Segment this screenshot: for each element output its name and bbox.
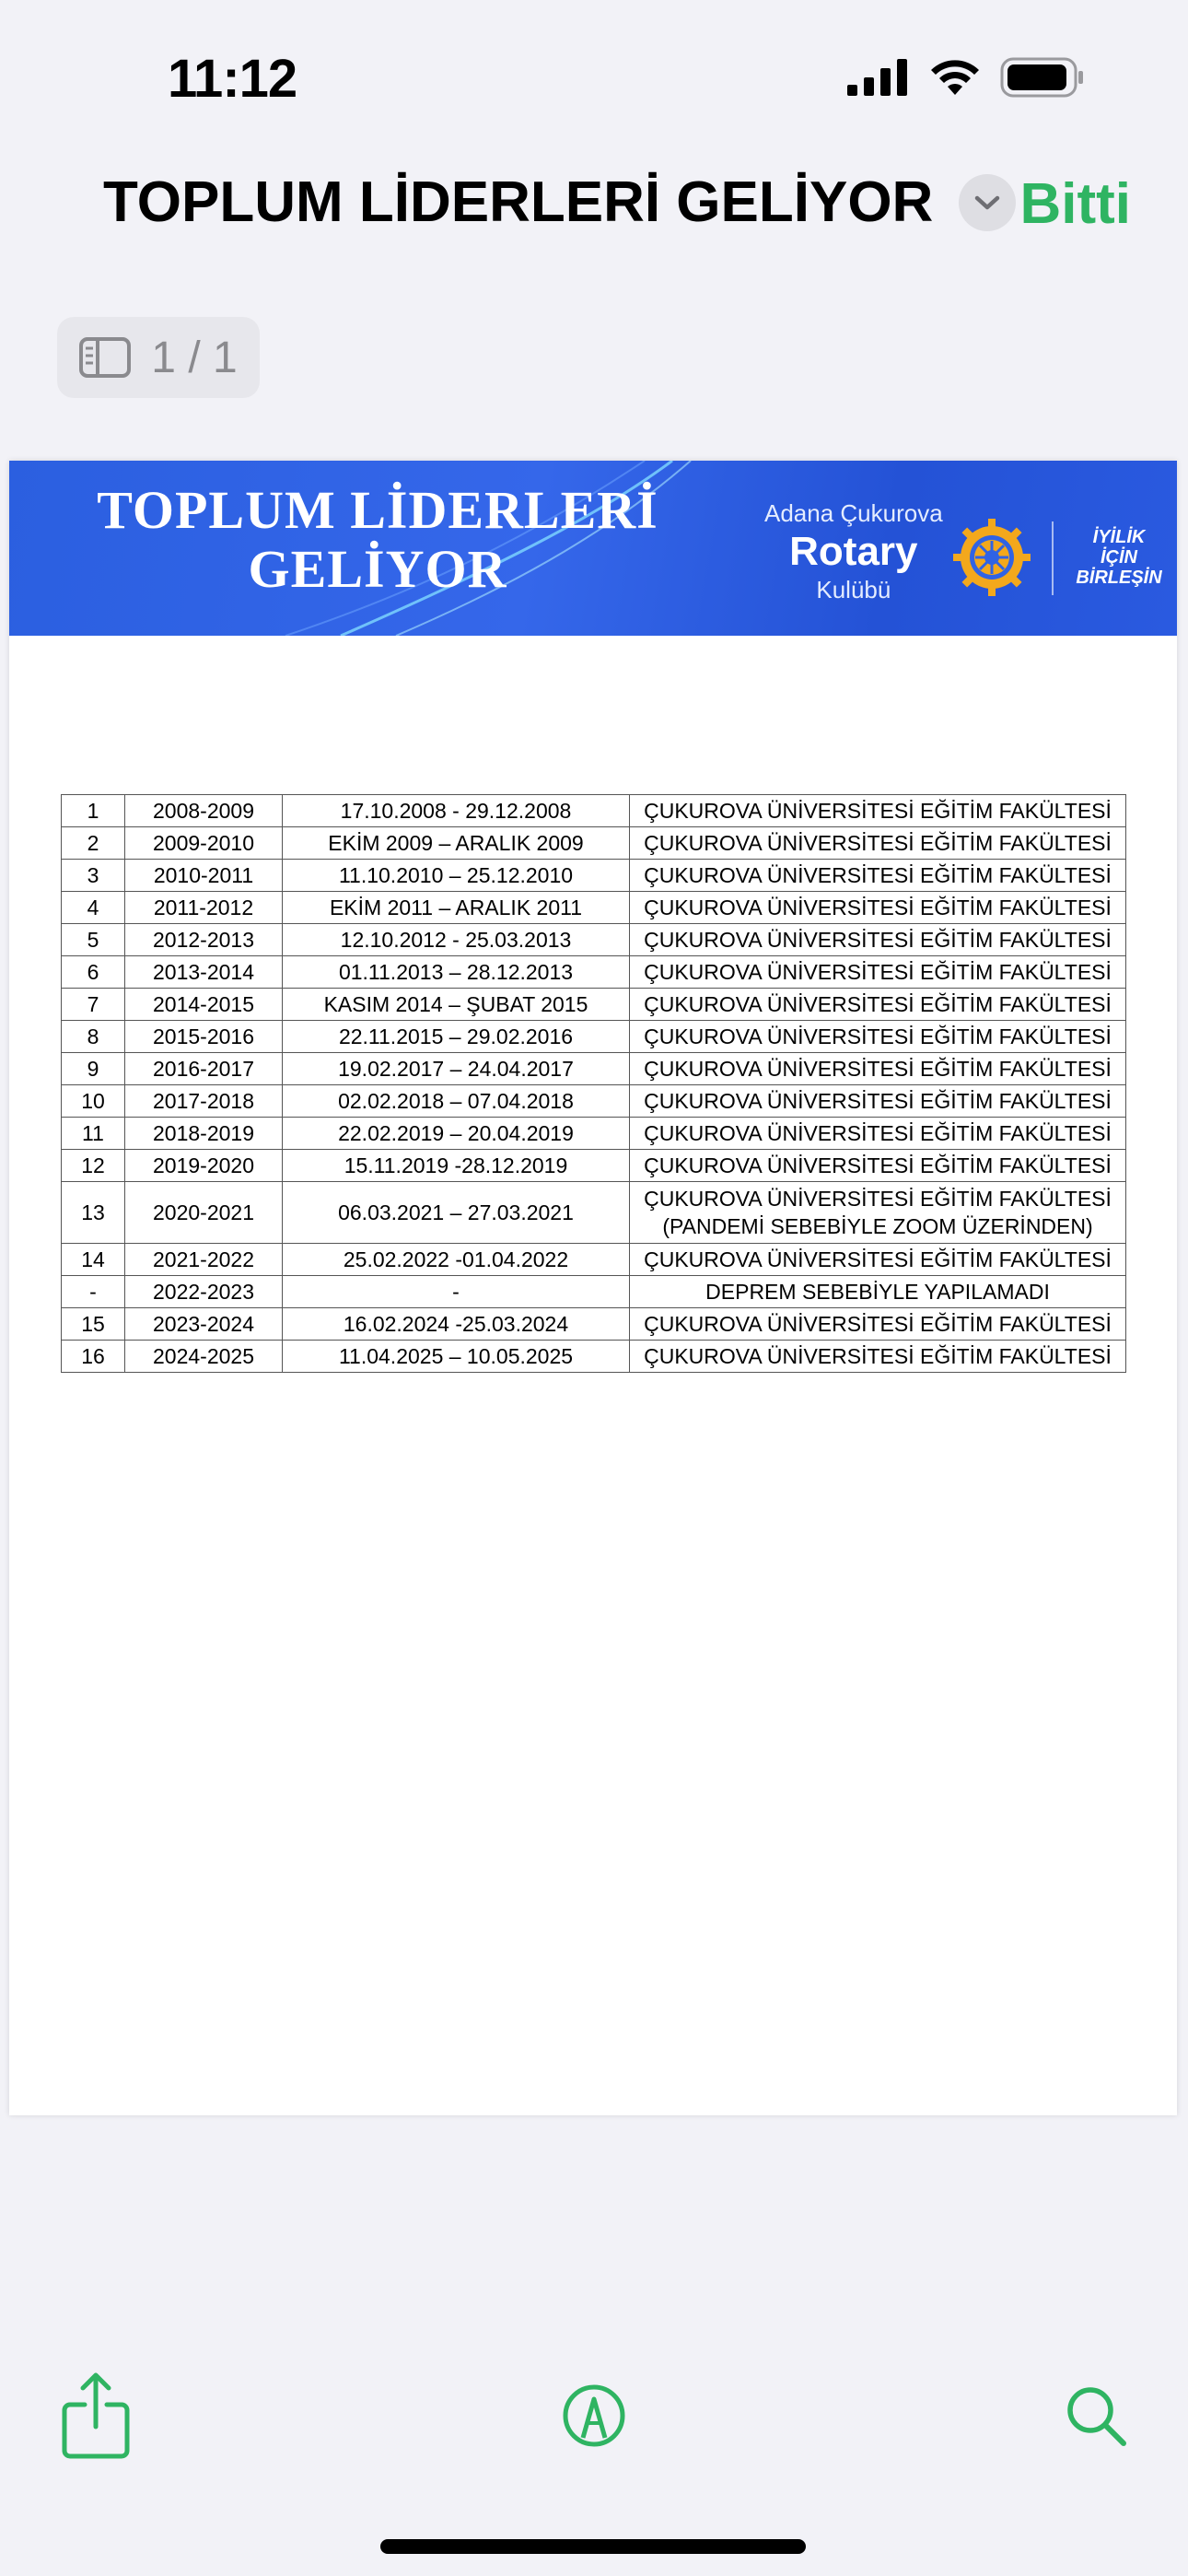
row-place: ÇUKUROVA ÜNİVERSİTESİ EĞİTİM FAKÜLTESİ	[630, 1053, 1126, 1085]
row-year: 2011-2012	[125, 892, 283, 924]
table-row	[62, 1341, 1126, 1373]
sidebar-icon	[79, 337, 131, 378]
row-year: 2022-2023	[125, 1276, 283, 1308]
row-dates: EKİM 2009 – ARALIK 2009	[283, 827, 630, 860]
row-year: 2012-2013	[125, 924, 283, 956]
row-place: ÇUKUROVA ÜNİVERSİTESİ EĞİTİM FAKÜLTESİ	[630, 860, 1126, 892]
table-row	[62, 1150, 1126, 1182]
row-number: 14	[62, 1244, 125, 1276]
table-row	[62, 1118, 1126, 1150]
table-row	[62, 827, 1126, 860]
row-number: 13	[62, 1182, 125, 1244]
row-number: 4	[62, 892, 125, 924]
table-row	[62, 1021, 1126, 1053]
document-title[interactable]: TOPLUM LİDERLERİ GELİYOR	[103, 170, 934, 234]
search-button[interactable]	[1057, 2371, 1135, 2460]
row-number: 2	[62, 827, 125, 860]
rotary-logo	[764, 499, 943, 604]
table-row	[62, 956, 1126, 989]
battery-icon	[1000, 57, 1085, 98]
rotary-wheel-icon	[952, 518, 1031, 597]
table-row	[62, 892, 1126, 924]
table-row	[62, 1182, 1126, 1244]
table-row	[62, 1053, 1126, 1085]
slogan	[1059, 527, 1177, 588]
markup-button[interactable]	[555, 2371, 633, 2460]
row-place: ÇUKUROVA ÜNİVERSİTESİ EĞİTİM FAKÜLTESİ	[630, 989, 1126, 1021]
row-number: 6	[62, 956, 125, 989]
events-table	[61, 794, 1126, 1373]
row-dates: 11.04.2025 – 10.05.2025	[283, 1341, 630, 1373]
row-dates: 02.02.2018 – 07.04.2018	[283, 1085, 630, 1118]
row-dates: 17.10.2008 - 29.12.2008	[283, 795, 630, 827]
markup-icon	[561, 2383, 627, 2449]
row-number: 1	[62, 795, 125, 827]
row-place: ÇUKUROVA ÜNİVERSİTESİ EĞİTİM FAKÜLTESİ	[630, 1244, 1126, 1276]
table-row	[62, 924, 1126, 956]
row-dates: 25.02.2022 -01.04.2022	[283, 1244, 630, 1276]
banner-title-line1: TOPLUM LİDERLERİ	[97, 480, 658, 540]
row-year: 2013-2014	[125, 956, 283, 989]
row-year: 2023-2024	[125, 1308, 283, 1341]
row-year: 2019-2020	[125, 1150, 283, 1182]
row-number: 5	[62, 924, 125, 956]
row-year: 2010-2011	[125, 860, 283, 892]
row-number: 15	[62, 1308, 125, 1341]
table-row	[62, 795, 1126, 827]
row-place: ÇUKUROVA ÜNİVERSİTESİ EĞİTİM FAKÜLTESİ	[630, 1341, 1126, 1373]
title-menu-button[interactable]	[959, 174, 1016, 231]
row-place-text: ÇUKUROVA ÜNİVERSİTESİ EĞİTİM FAKÜLTESİ	[644, 1187, 1112, 1211]
row-dates: KASIM 2014 – ŞUBAT 2015	[283, 989, 630, 1021]
document-banner	[9, 461, 1177, 636]
document-page[interactable]	[9, 461, 1177, 2115]
table-row	[62, 1308, 1126, 1341]
status-time: 11:12	[168, 49, 297, 109]
row-place: ÇUKUROVA ÜNİVERSİTESİ EĞİTİM FAKÜLTESİ	[630, 1021, 1126, 1053]
row-year: 2020-2021	[125, 1182, 283, 1244]
table-row	[62, 1276, 1126, 1308]
row-number: 9	[62, 1053, 125, 1085]
slogan-line2: İÇİN	[1101, 547, 1137, 568]
row-number: 3	[62, 860, 125, 892]
row-dates: 06.03.2021 – 27.03.2021	[283, 1182, 630, 1244]
row-year: 2014-2015	[125, 989, 283, 1021]
row-dates: 12.10.2012 - 25.03.2013	[283, 924, 630, 956]
row-place: ÇUKUROVA ÜNİVERSİTESİ EĞİTİM FAKÜLTESİ	[630, 892, 1126, 924]
row-number: 11	[62, 1118, 125, 1150]
row-place: ÇUKUROVA ÜNİVERSİTESİ EĞİTİM FAKÜLTESİ	[630, 924, 1126, 956]
wifi-icon	[928, 58, 982, 97]
club-location: Adana Çukurova	[764, 499, 943, 527]
row-year: 2008-2009	[125, 795, 283, 827]
row-dates: 22.02.2019 – 20.04.2019	[283, 1118, 630, 1150]
row-dates: EKİM 2011 – ARALIK 2011	[283, 892, 630, 924]
cellular-signal-icon	[847, 59, 910, 96]
search-icon	[1063, 2383, 1129, 2449]
chevron-down-icon	[973, 193, 1001, 212]
club-name: Rotary	[789, 529, 918, 574]
row-place: ÇUKUROVA ÜNİVERSİTESİ EĞİTİM FAKÜLTESİ	[630, 1150, 1126, 1182]
banner-divider	[1052, 521, 1054, 595]
row-dates: 19.02.2017 – 24.04.2017	[283, 1053, 630, 1085]
row-year: 2015-2016	[125, 1021, 283, 1053]
row-dates: 15.11.2019 -28.12.2019	[283, 1150, 630, 1182]
row-dates: 11.10.2010 – 25.12.2010	[283, 860, 630, 892]
row-dates: 22.11.2015 – 29.02.2016	[283, 1021, 630, 1053]
row-place	[630, 1182, 1126, 1244]
row-number: 8	[62, 1021, 125, 1053]
table-row	[62, 860, 1126, 892]
banner-title-line2: GELİYOR	[248, 539, 507, 599]
row-place: ÇUKUROVA ÜNİVERSİTESİ EĞİTİM FAKÜLTESİ	[630, 795, 1126, 827]
page-indicator[interactable]	[57, 317, 260, 398]
row-place: ÇUKUROVA ÜNİVERSİTESİ EĞİTİM FAKÜLTESİ	[630, 1118, 1126, 1150]
row-dates: -	[283, 1276, 630, 1308]
row-dates: 01.11.2013 – 28.12.2013	[283, 956, 630, 989]
table-row	[62, 1244, 1126, 1276]
club-suffix: Kulübü	[816, 576, 891, 603]
table-row	[62, 1085, 1126, 1118]
slogan-line3: BİRLEŞİN	[1076, 568, 1162, 588]
row-year: 2017-2018	[125, 1085, 283, 1118]
done-button[interactable]: Bitti	[1019, 172, 1131, 236]
share-button[interactable]	[57, 2371, 134, 2460]
row-place: ÇUKUROVA ÜNİVERSİTESİ EĞİTİM FAKÜLTESİ	[630, 1085, 1126, 1118]
row-year: 2021-2022	[125, 1244, 283, 1276]
row-year: 2016-2017	[125, 1053, 283, 1085]
row-year: 2024-2025	[125, 1341, 283, 1373]
page-count: 1 / 1	[151, 333, 238, 382]
row-dates: 16.02.2024 -25.03.2024	[283, 1308, 630, 1341]
row-number: 7	[62, 989, 125, 1021]
row-number: 16	[62, 1341, 125, 1373]
table-row	[62, 989, 1126, 1021]
row-number: 10	[62, 1085, 125, 1118]
row-place-note: (PANDEMİ SEBEBİYLE ZOOM ÜZERİNDEN)	[662, 1214, 1093, 1238]
row-number: 12	[62, 1150, 125, 1182]
row-place: ÇUKUROVA ÜNİVERSİTESİ EĞİTİM FAKÜLTESİ	[630, 1308, 1126, 1341]
home-indicator[interactable]	[380, 2539, 806, 2554]
row-place: ÇUKUROVA ÜNİVERSİTESİ EĞİTİM FAKÜLTESİ	[630, 827, 1126, 860]
slogan-line1: İYİLİK	[1092, 527, 1146, 547]
row-place: DEPREM SEBEBİYLE YAPILAMADI	[630, 1276, 1126, 1308]
banner-title	[74, 481, 681, 599]
row-year: 2018-2019	[125, 1118, 283, 1150]
status-icons	[847, 57, 1085, 98]
row-place: ÇUKUROVA ÜNİVERSİTESİ EĞİTİM FAKÜLTESİ	[630, 956, 1126, 989]
share-icon	[61, 2371, 131, 2460]
row-number: -	[62, 1276, 125, 1308]
row-year: 2009-2010	[125, 827, 283, 860]
